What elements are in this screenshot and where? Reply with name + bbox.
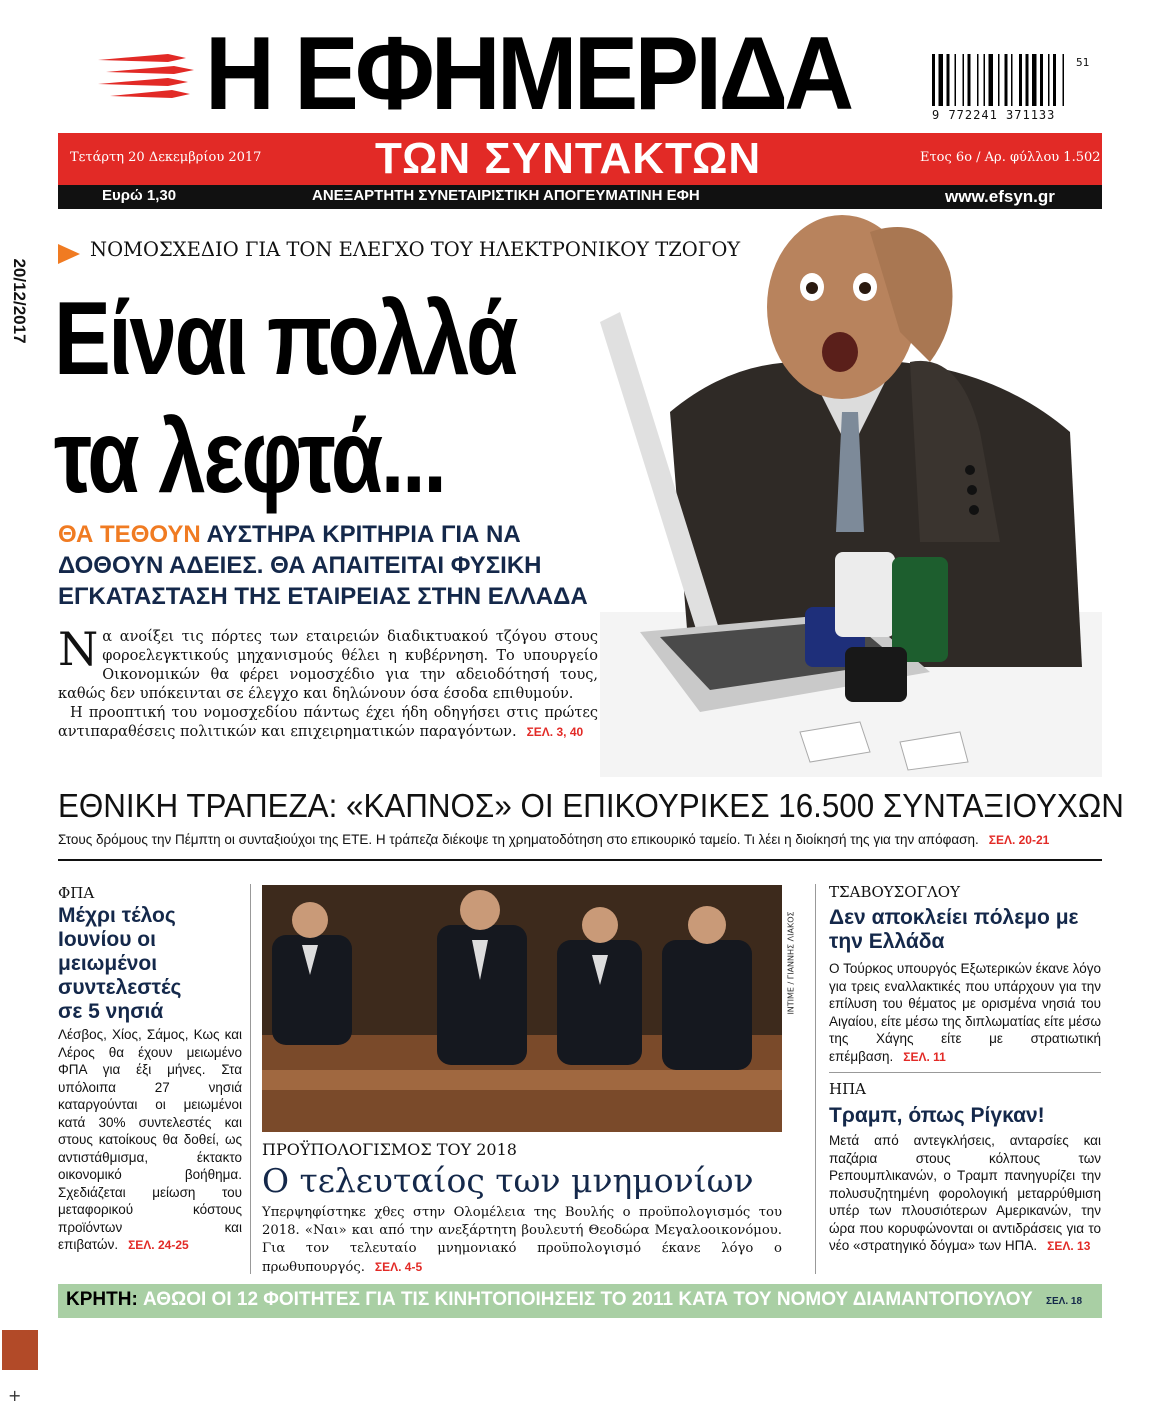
lead-page-ref[interactable]: ΣΕΛ. 3, 40 bbox=[526, 725, 584, 739]
deck-highlight: ΘΑ ΤΕΘΟΥΝ bbox=[58, 521, 201, 548]
flying-pens-logo-icon bbox=[98, 48, 198, 108]
tsavousoglou-kicker: ΤΣΑΒΟΥΣΟΓΛΟΥ bbox=[829, 883, 961, 901]
parliament-photo bbox=[262, 885, 782, 1132]
tsavousoglou-body: Ο Τούρκος υπουργός Εξωτερικών έκανε λόγο για τρεις εναλλακτικές που υπάρχουν για την επίλυση του θέματος με ορισμένα νησιά του Αιγαίου, είτε μέσω της διπλωματίας είτε μέσω της Χάγης είτε με στρατιωτική επέμβαση. ΣΕΛ. 11 bbox=[829, 961, 1101, 1064]
bank-headline: ΕΘΝΙΚΗ ΤΡΑΠΕΖΑ: «ΚΑΠΝΟΣ» ΟΙ ΕΠΙΚΟΥΡΙΚΕΣ 16.500 ΣΥΝΤΑΞΙΟΥΧΩΝ bbox=[58, 787, 1124, 824]
fpa-page-ref[interactable]: ΣΕΛ. 24-25 bbox=[128, 1238, 189, 1252]
bank-page-ref[interactable]: ΣΕΛ. 20-21 bbox=[988, 833, 1050, 847]
column-divider bbox=[815, 884, 816, 1274]
crete-page-ref[interactable]: ΣΕΛ. 18 bbox=[1046, 1296, 1083, 1307]
price: Ευρώ 1,30 bbox=[102, 187, 177, 204]
lead-photo bbox=[600, 212, 1102, 777]
usa-kicker: ΗΠΑ bbox=[829, 1080, 866, 1098]
fpa-body: Λέσβος, Χίος, Σάμος, Κως και Λέρος θα έχουν μειωμένο ΦΠΑ για έξι μήνες. Στα υπόλοιπα 27 νησιά καταργούνται οι μειωμένοι κατά 30% συντελεστές και στους κατοίκους θα δοθεί, ως αντιστάθμισμα, έκτακτο οικονομικό βοήθημα. Σχεδιάζεται μείωση του μεταφορικού κόστους προϊόντων και επιβατών. ΣΕΛ. 24-25 bbox=[58, 1027, 242, 1252]
section-rule bbox=[58, 859, 1102, 861]
budget-body: Υπερψηφίστηκε χθες στην Ολομέλεια της Βουλής ο προϋπολογισμός του 2018. «Ναι» και από την ανεξάρτητη βουλευτή Θεοδώρα Μεγαλοοικονόμου. Για τον τελευταίο μνημονιακό προϋπολογισμό έκανε λόγο ο πρωθυπουργός. ΣΕΛ. 4-5 bbox=[262, 1205, 782, 1275]
column-divider bbox=[250, 884, 251, 1274]
issue-code: 51 bbox=[1076, 56, 1090, 69]
tsavousoglou-headline: Δεν αποκλείει πόλεμο με την Ελλάδα bbox=[829, 906, 1079, 953]
lead-deck bbox=[58, 519, 598, 612]
crete-label: ΚΡΗΤΗ: bbox=[66, 1289, 138, 1310]
crete-headline: ΑΘΩΟΙ ΟΙ 12 ΦΟΙΤΗΤΕΣ ΓΙΑ ΤΙΣ ΚΙΝΗΤΟΠΟΙΗΣΕΙΣ ΤΟ 2011 ΚΑΤΑ ΤΟΥ ΝΟΜΟΥ ΔΙΑΜΑΝΤΟΠΟΥΛΟΥ bbox=[143, 1289, 1033, 1310]
issue-date: Τετάρτη 20 Δεκεμβρίου 2017 bbox=[70, 150, 262, 165]
side-date: 20/12/2017 bbox=[10, 258, 29, 344]
photo-credit: INTIME / ΓΙΑΝΝΗΣ ΛΙΑΚΟΣ bbox=[786, 911, 796, 1015]
barcode-number: 9 772241 371133 bbox=[932, 108, 1056, 122]
lead-kicker: ΝΟΜΟΣΧΕΔΙΟ ΓΙΑ ΤΟΝ ΕΛΕΓΧΟ ΤΟΥ ΗΛΕΚΤΡΟΝΙΚΟΥ ΤΖΟΓΟΥ bbox=[90, 238, 741, 261]
bank-subhead: Στους δρόμους την Πέμπτη οι συνταξιούχοι της ΕΤΕ. Η τράπεζα διέκοψε τη χρηματοδότηση στο επικουρικό ταμείο. Τι λέει η διοίκησή της για την απόφαση. ΣΕΛ. 20-21 bbox=[58, 832, 1050, 847]
budget-kicker: ΠΡΟΫΠΟΛΟΓΙΣΜΟΣ ΤΟΥ 2018 bbox=[262, 1140, 517, 1159]
lead-body: Να ανοίξει τις πόρτες των εταιρειών διαδικτυακού τζόγου στους φοροελεγκτικούς μηχανισμούς θέλει η κυβέρνηση. Το υπουργείο Οικονομικών θα φέρει νομοσχέδιο για την αδειοδότησή τους, καθώς δεν υπόκεινται σε έλεγχο και δηλώνουν όσα έσοδα επιθυμούν. Η προοπτική του νομοσχεδίου πάντως έχει ήδη οδηγήσει στις πρώτες αντιπαραθέσεις πολιτικών και επιχειρηματικών παραγόντων. ΣΕΛ. 3, 40 bbox=[58, 622, 598, 740]
usa-headline: Τραμπ, όπως Ρίγκαν! bbox=[829, 1104, 1045, 1127]
kicker-arrow-icon bbox=[58, 244, 80, 264]
right-col-rule bbox=[829, 1072, 1101, 1073]
fpa-headline: Μέχρι τέλος Ιουνίου οι μειωμένοι συντελεστές σε 5 νησιά bbox=[58, 904, 182, 1023]
issue-volume: Ετος 6ο / Αρ. φύλλου 1.502 bbox=[920, 150, 1101, 165]
registration-mark-icon: + bbox=[8, 1386, 22, 1405]
lead-headline: Είναι πολλά τα λεφτά... bbox=[54, 281, 517, 515]
usa-body: Μετά από αντεγκλήσεις, ανταρσίες και παζάρια στους κόλπους των Ρεπουμπλικανών, ο Τραμπ πανηγυρίζει την πολυσυζητημένη φορολογική μεταρρύθμιση υπέρ των πλουσιότερων Αμερικανών, την ώρα που κορυφώνονται οι αντιδράσεις για το νέο «στρατηγικό δόγμα» των ΗΠΑ. ΣΕΛ. 13 bbox=[829, 1133, 1101, 1253]
budget-page-ref[interactable]: ΣΕΛ. 4-5 bbox=[374, 1260, 423, 1274]
budget-headline: Ο τελευταίος των μνημονίων bbox=[262, 1161, 754, 1200]
masthead-subtitle: ΤΩΝ ΣΥΝΤΑΚΤΩΝ bbox=[375, 134, 762, 183]
dropcap: Ν bbox=[58, 622, 99, 676]
usa-page-ref[interactable]: ΣΕΛ. 13 bbox=[1047, 1239, 1091, 1253]
deck-rest: ΑΥΣΤΗΡΑ ΚΡΙΤΗΡΙΑ ΓΙΑ ΝΑ ΔΟΘΟΥΝ ΑΔΕΙΕΣ. ΘΑ ΑΠΑΙΤΕΙΤΑΙ ΦΥΣΙΚΗ ΕΓΚΑΤΑΣΤΑΣΗ ΤΗΣ ΕΤΑΙΡΕΙΑΣ ΣΤΗΝ ΕΛΛΑΔΑ bbox=[58, 521, 588, 610]
website-link[interactable]: www.efsyn.gr bbox=[945, 187, 1055, 206]
tsavousoglou-page-ref[interactable]: ΣΕΛ. 11 bbox=[903, 1049, 946, 1064]
fpa-kicker: ΦΠΑ bbox=[58, 884, 95, 902]
color-bar-mark bbox=[2, 1330, 38, 1370]
masthead-title: Η ΕΦΗΜΕΡΙΔΑ bbox=[205, 16, 851, 132]
tagline: ΑΝΕΞΑΡΤΗΤΗ ΣΥΝΕΤΑΙΡΙΣΤΙΚΗ ΑΠΟΓΕΥΜΑΤΙΝΗ ΕΦΗ bbox=[312, 187, 700, 204]
